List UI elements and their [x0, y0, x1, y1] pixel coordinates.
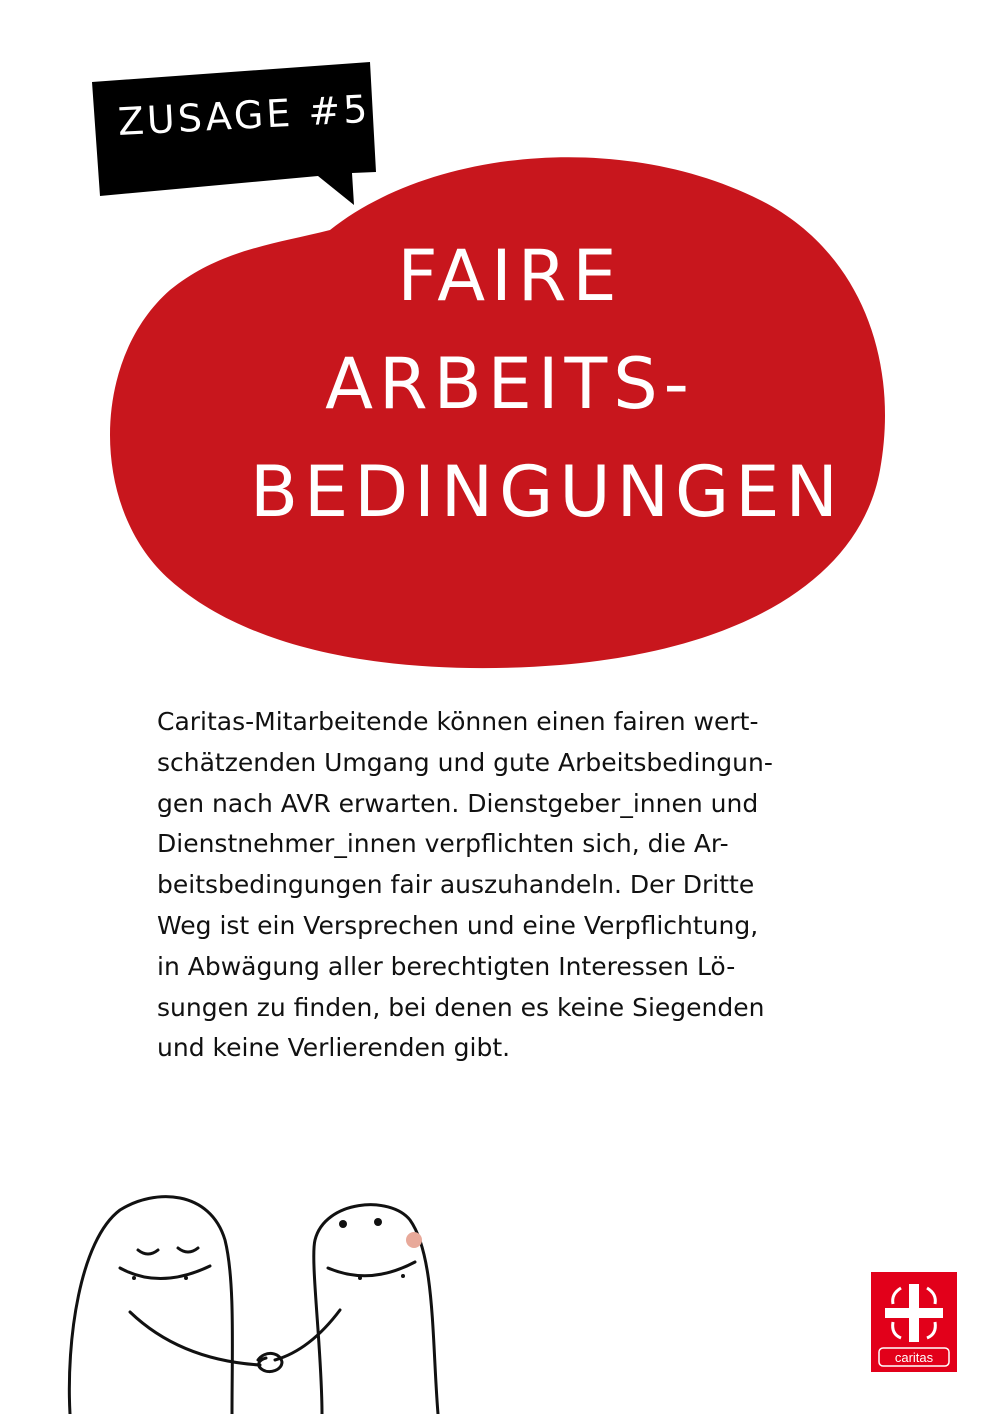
right-eye-icon [339, 1220, 347, 1228]
two-characters-illustration [60, 1180, 460, 1414]
left-arm [130, 1312, 260, 1365]
page-title [250, 222, 844, 546]
title-line-3: BEDINGUNGEN [250, 451, 844, 533]
blush-cheek [406, 1232, 422, 1248]
body-line: Dienstnehmer_innen verpflichten sich, die Ar- [157, 829, 729, 859]
caritas-logo [871, 1272, 957, 1372]
body-line: beitsbedingungen fair auszuhandeln. Der Dritte [157, 870, 755, 900]
tag-label: ZUSAGE #5 [116, 86, 372, 144]
caritas-cross-icon [871, 1272, 957, 1372]
left-closed-eye-icon [138, 1250, 158, 1254]
body-line: Weg ist ein Versprechen und eine Verpflichtung, [157, 910, 759, 940]
body-line: gen nach AVR erwarten. Dienstgeber_innen und [157, 788, 759, 818]
body-line: und keine Verlierenden gibt. [157, 1033, 511, 1063]
body-line: sungen zu finden, bei denen es keine Siegenden [157, 992, 765, 1022]
hands-holding [258, 1353, 282, 1371]
body-paragraph [157, 702, 857, 1069]
right-smile-icon [328, 1262, 415, 1276]
title-line-2: ARBEITS- [325, 343, 695, 425]
left-character-body [69, 1197, 232, 1414]
title-line-1: FAIRE [397, 235, 623, 317]
right-arm [275, 1310, 340, 1360]
left-closed-eye-icon [178, 1248, 198, 1252]
body-line: schätzenden Umgang und gute Arbeitsbedingun- [157, 747, 773, 777]
body-line: Caritas-Mitarbeitende können einen fairen wert- [157, 707, 759, 736]
logo-text: caritas [894, 1350, 934, 1365]
body-line: in Abwägung aller berechtigten Interessen Lö- [157, 951, 736, 981]
right-eye-icon [374, 1218, 382, 1226]
